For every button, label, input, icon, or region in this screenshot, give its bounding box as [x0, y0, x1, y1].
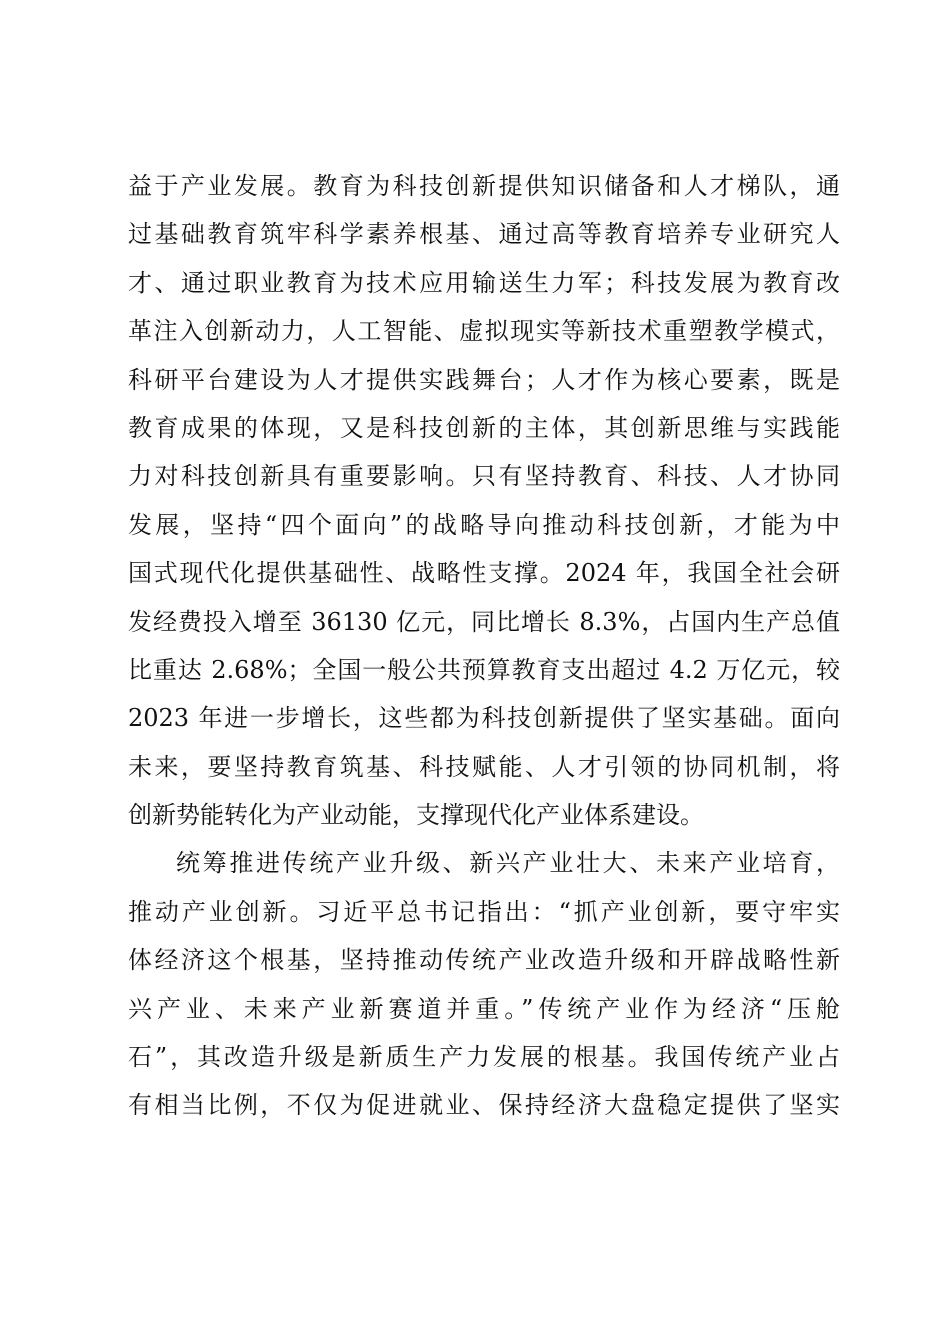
text-line: 力对科技创新具有重要影响。只有坚持教育、科技、人才协同: [128, 462, 840, 491]
text-line: 2023 年进一步增长，这些都为科技创新提供了坚实基础。面向: [128, 704, 840, 733]
text-line: 发展，坚持“四个面向”的战略导向推动科技创新，才能为中: [128, 510, 840, 539]
text-line: 发经费投入增至 36130 亿元，同比增长 8.3%，占国内生产总值: [128, 607, 840, 636]
text-line: 石”，其改造升级是新质生产力发展的根基。我国传统产业占: [128, 1043, 840, 1072]
text-line: 体经济这个根基，坚持推动传统产业改造升级和开辟战略性新: [128, 946, 840, 975]
text-line: 推动产业创新。习近平总书记指出：“抓产业创新，要守牢实: [128, 897, 840, 926]
paragraph: [128, 162, 840, 839]
text-line: 科研平台建设为人才提供实践舞台；人才作为核心要素，既是: [128, 365, 840, 394]
text-line: 兴产业、未来产业新赛道并重。”传统产业作为经济“压舱: [128, 994, 840, 1023]
text-line: 教育成果的体现，又是科技创新的主体，其创新思维与实践能: [128, 413, 840, 442]
text-line: 革注入创新动力，人工智能、虚拟现实等新技术重塑教学模式，: [128, 317, 840, 346]
text-line: 才、通过职业教育为技术应用输送生力军；科技发展为教育改: [128, 268, 840, 297]
text-line: 创新势能转化为产业动能，支撑现代化产业体系建设。: [128, 801, 704, 830]
paragraph: [128, 839, 840, 1129]
text-line: 比重达 2.68%；全国一般公共预算教育支出超过 4.2 万亿元，较: [128, 655, 840, 684]
text-line: 国式现代化提供基础性、战略性支撑。2024 年，我国全社会研: [128, 559, 840, 588]
document-body: [128, 162, 840, 1130]
text-line: 统筹推进传统产业升级、新兴产业壮大、未来产业培育，: [176, 849, 840, 878]
text-line: 未来，要坚持教育筑基、科技赋能、人才引领的协同机制，将: [128, 752, 840, 781]
text-line: 益于产业发展。教育为科技创新提供知识储备和人才梯队，通: [128, 172, 840, 200]
text-line: 有相当比例，不仅为促进就业、保持经济大盘稳定提供了坚实: [128, 1091, 840, 1120]
text-line: 过基础教育筑牢科学素养根基、通过高等教育培养专业研究人: [128, 220, 840, 249]
